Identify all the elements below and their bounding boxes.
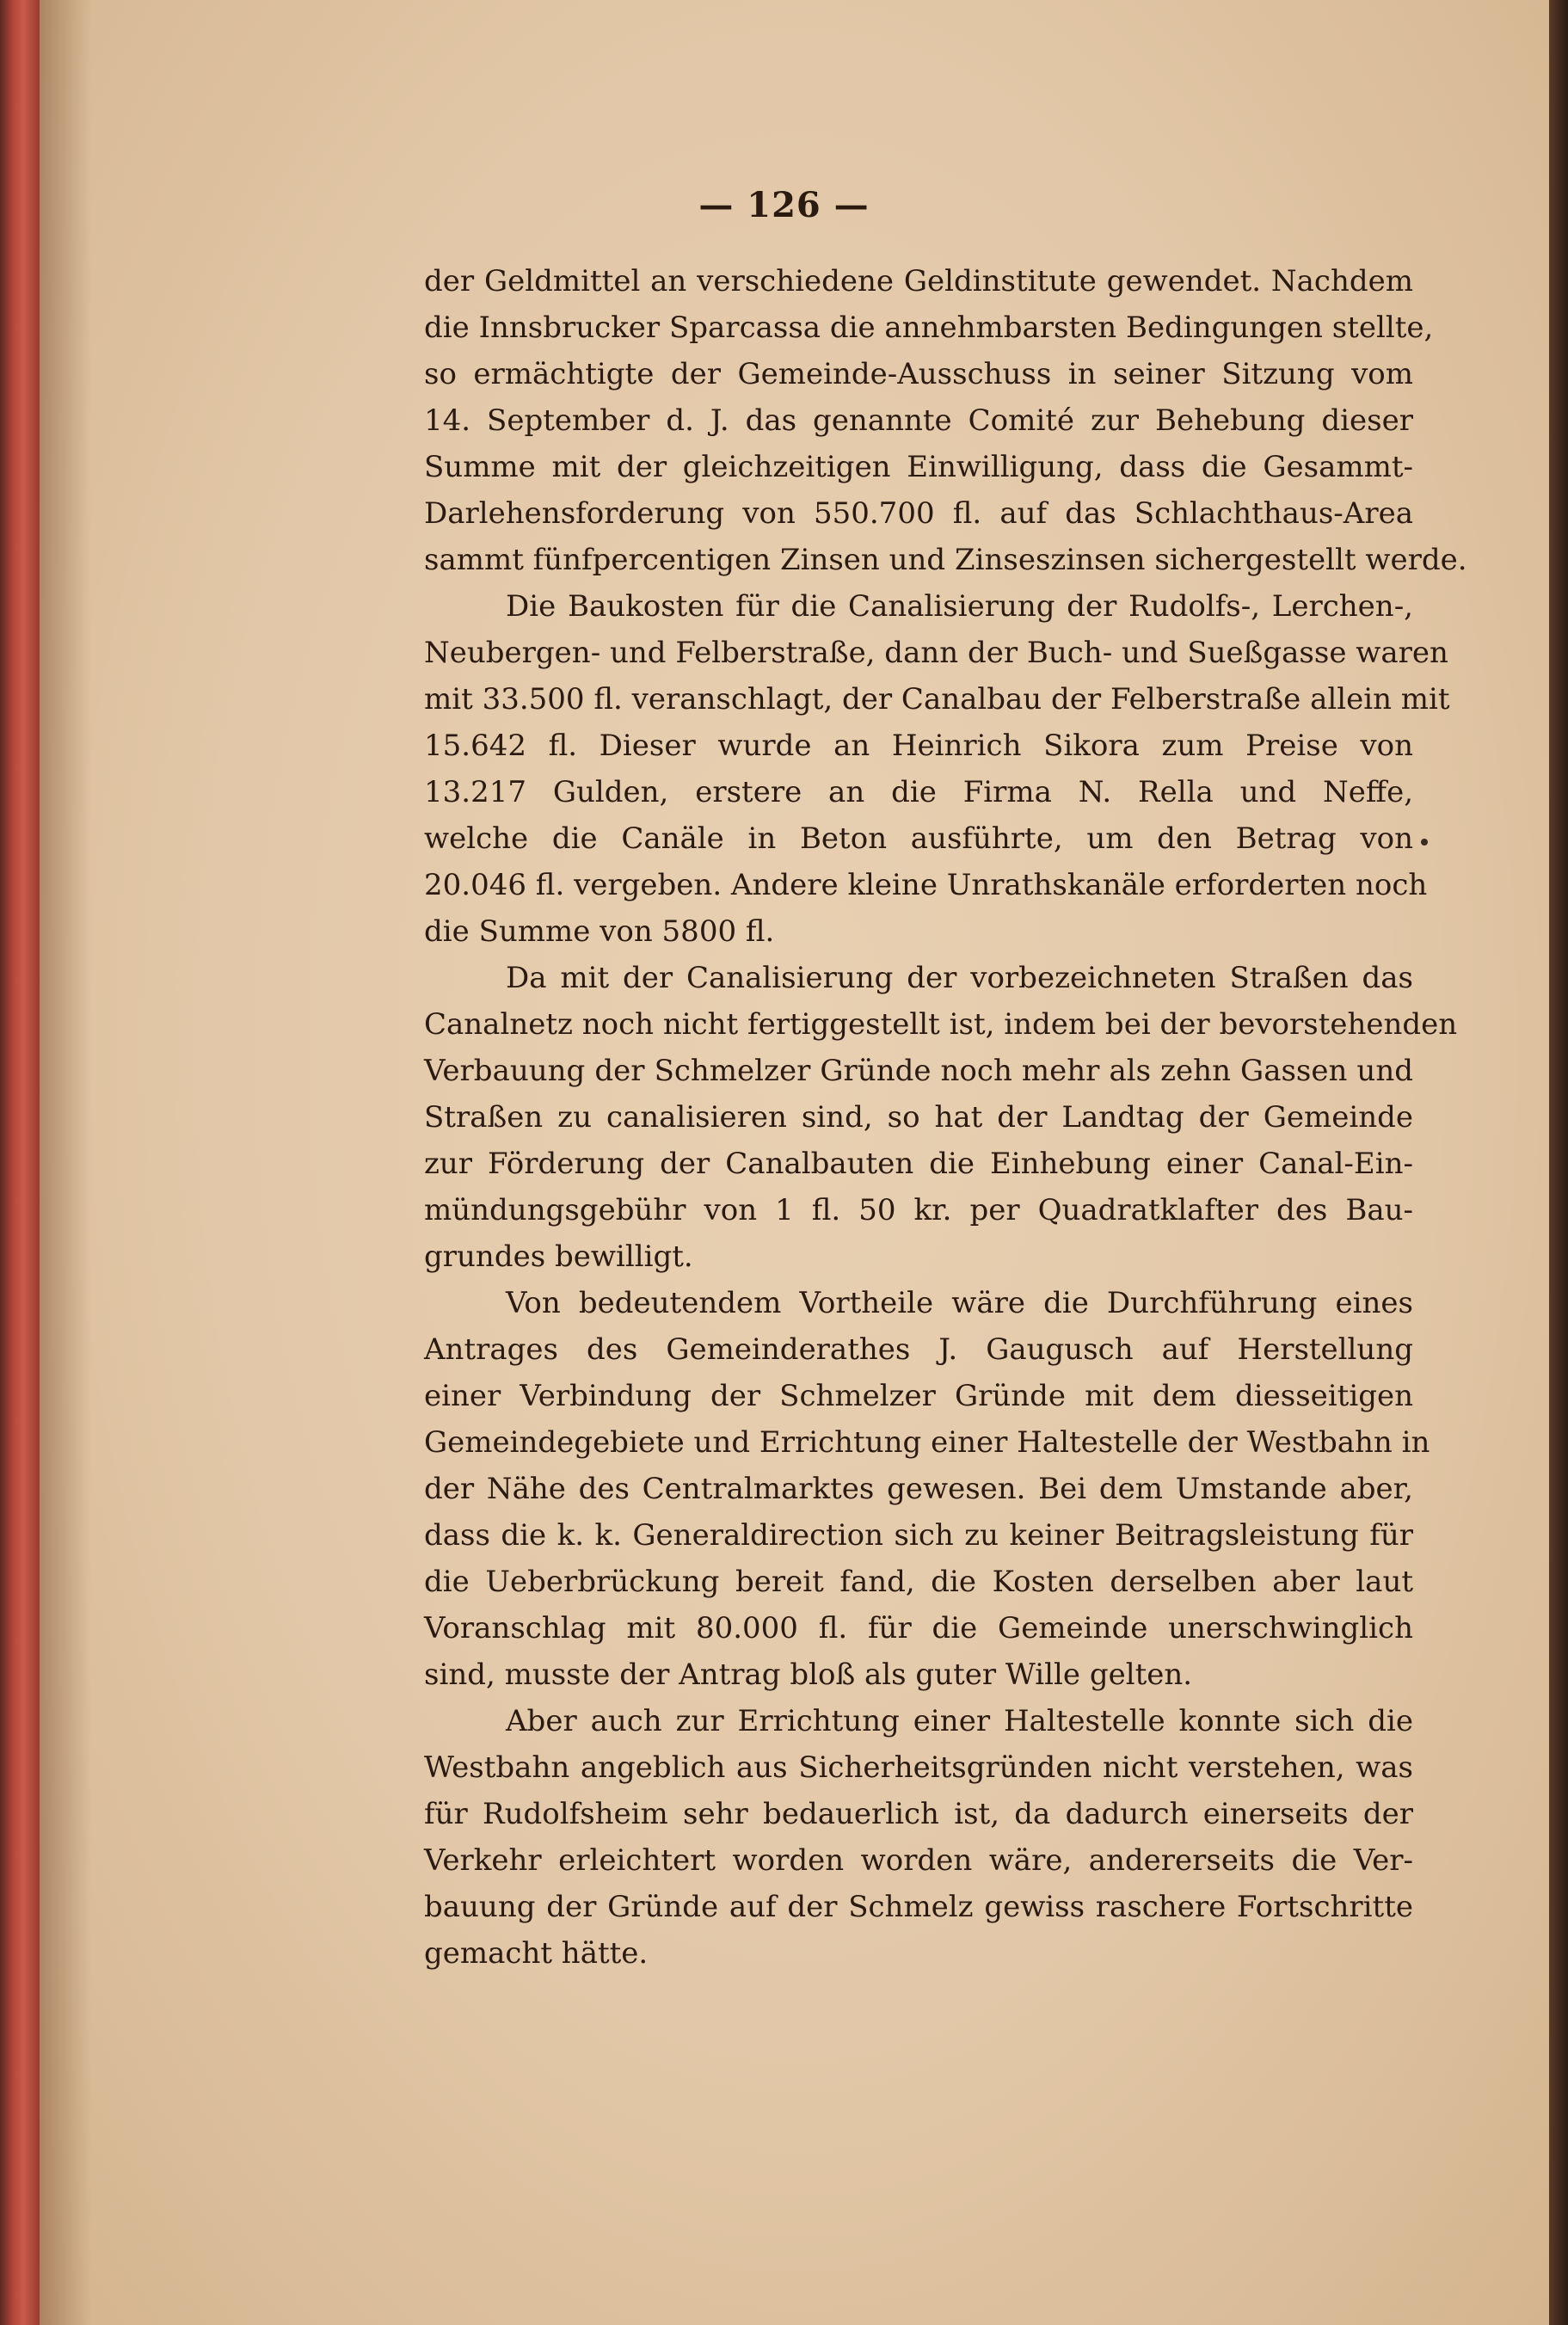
text-line: der Geldmittel an verschiedene Geldinstitute gewendet. Nachdem [424,264,1413,298]
text-line: Darlehensforderung von 550.700 fl. auf das Schlachthaus-Area [424,496,1413,531]
text-line: Summe mit der gleichzeitigen Einwilligung, dass die Gesammt- [424,450,1413,484]
text-line: für Rudolfsheim sehr bedauerlich ist, da dadurch einerseits der [424,1797,1413,1831]
paragraph-start: Aber auch zur Errichtung einer Haltestelle konnte sich die [506,1704,1413,1738]
text-line: grundes bewilligt. [424,1239,693,1274]
text-line: mit 33.500 fl. veranschlagt, der Canalbau der Felberstraße allein mit [424,682,1450,717]
text-line: Westbahn angeblich aus Sicherheitsgründen nicht verstehen, was [424,1750,1413,1785]
text-line: der Nähe des Centralmarktes gewesen. Bei dem Umstande aber, [424,1472,1413,1506]
text-line: dass die k. k. Generaldirection sich zu keiner Beitragsleistung für [424,1518,1413,1553]
ink-speck [1421,839,1428,846]
text-line: Antrages des Gemeinderathes J. Gaugusch auf Herstellung [424,1332,1413,1367]
paragraph-start: Die Baukosten für die Canalisierung der Rudolfs-, Lerchen-, [506,589,1413,624]
text-line: Verkehr erleichtert worden worden wäre, andererseits die Ver- [424,1843,1413,1878]
paragraph-start: Von bedeutendem Vortheile wäre die Durchführung eines [506,1286,1413,1320]
text-line: Canalnetz noch nicht fertiggestellt ist, indem bei der bevorstehenden [424,1007,1458,1042]
page-number: — 126 — [698,185,870,225]
text-line: die Summe von 5800 fl. [424,914,775,949]
text-line: Verbauung der Schmelzer Gründe noch mehr als zehn Gassen und [424,1054,1413,1088]
text-line: Neubergen- und Felberstraße, dann der Buch- und Sueßgasse waren [424,636,1448,670]
text-line: sammt fünfpercentigen Zinsen und Zinseszinsen sichergestellt werde. [424,543,1467,577]
text-line: Straßen zu canalisieren sind, so hat der Landtag der Gemeinde [424,1100,1413,1135]
text-line: mündungsgebühr von 1 fl. 50 kr. per Quadratklafter des Bau- [424,1193,1413,1227]
text-line: 14. September d. J. das genannte Comité zur Behebung dieser [424,403,1413,438]
text-line: 15.642 fl. Dieser wurde an Heinrich Sikora zum Preise von [424,729,1413,763]
text-line: die Ueberbrückung bereit fand, die Kosten derselben aber laut [424,1565,1413,1599]
text-line: die Innsbrucker Sparcassa die annehmbarsten Bedingungen stellte, [424,311,1434,345]
text-line: so ermächtigte der Gemeinde-Ausschuss in seiner Sitzung vom [424,357,1413,391]
book-cover-edge [1549,0,1568,2325]
text-line: 13.217 Gulden, erstere an die Firma N. Rella und Neffe, [424,775,1413,809]
text-line: gemacht hätte. [424,1936,649,1971]
text-line: bauung der Gründe auf der Schmelz gewiss raschere Fortschritte [424,1890,1413,1924]
text-line: zur Förderung der Canalbauten die Einhebung einer Canal-Ein- [424,1147,1413,1181]
text-line: sind, musste der Antrag bloß als guter Wille gelten. [424,1658,1193,1692]
text-line: 20.046 fl. vergeben. Andere kleine Unrathskanäle erforderten noch [424,868,1428,902]
text-line: einer Verbindung der Schmelzer Gründe mit dem diesseitigen [424,1379,1413,1413]
body-text [424,258,1467,1977]
gutter-shadow [40,0,91,2325]
paragraph-start: Da mit der Canalisierung der vorbezeichneten Straßen das [506,961,1413,995]
book-edge [0,0,40,2325]
text-line: Gemeindegebiete und Errichtung einer Haltestelle der Westbahn in [424,1425,1430,1460]
text-line: welche die Canäle in Beton ausführte, um den Betrag von [424,821,1413,856]
text-line: Voranschlag mit 80.000 fl. für die Gemeinde unerschwinglich [424,1611,1413,1645]
